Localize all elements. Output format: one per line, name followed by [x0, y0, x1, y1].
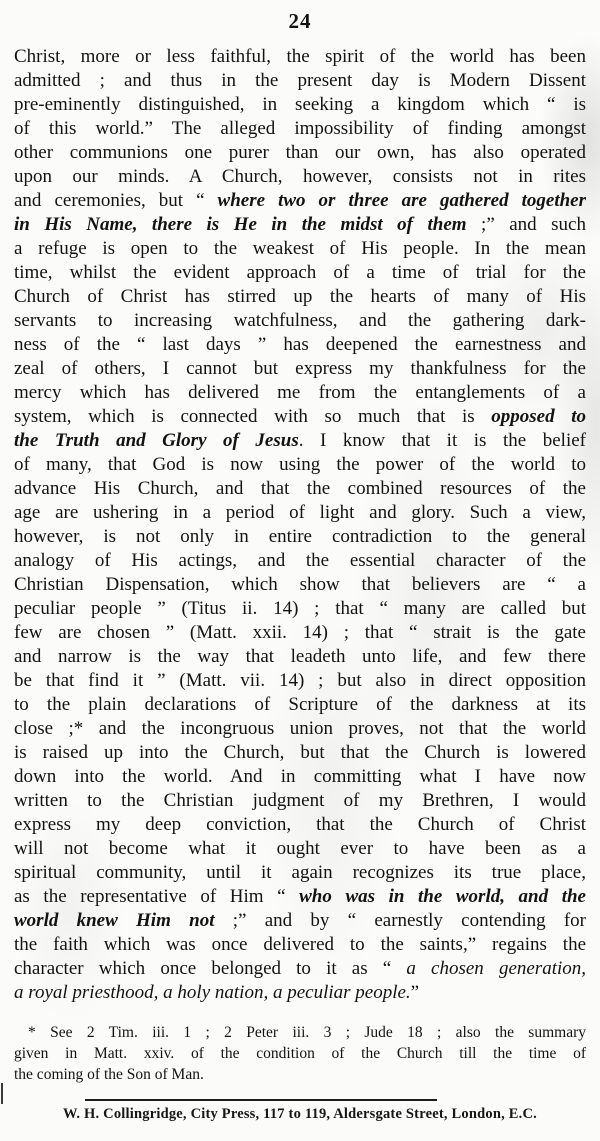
plain-text: servants to increasing watchfulness, and the gathering dark- [14, 310, 586, 331]
body-line [14, 501, 586, 525]
emphasized-text: the Truth and Glory of Jesus [14, 430, 299, 451]
plain-text: Christian Dispensation, which show that believers are “ a [14, 574, 586, 595]
emphasized-text: opposed to [491, 406, 586, 427]
plain-text: pre-eminently distinguished, in seeking a kingdom which “ is [14, 94, 586, 115]
plain-text: as the representative of Him “ [14, 886, 300, 907]
plain-text: to the plain declarations of Scripture of the darkness at its [14, 694, 586, 715]
body-line [14, 885, 586, 909]
body-line [14, 381, 586, 405]
footnote-line [14, 1064, 586, 1085]
plain-text: analogy of His actings, and the essential character of the [14, 550, 586, 571]
plain-text: other communions one purer than our own, has also operated [14, 142, 586, 163]
body-line [14, 141, 586, 165]
plain-text: given in Matt. xxiv. of the condition of the Church till the time of [14, 1045, 586, 1062]
plain-text: advance His Church, and that the combined resources of the [14, 478, 586, 499]
plain-text: express my deep conviction, that the Church of Christ [14, 814, 586, 835]
body-line [14, 45, 586, 69]
body-line [14, 933, 586, 957]
emphasized-text: who was in the world, and the [299, 886, 586, 907]
body-line [14, 357, 586, 381]
body-line [14, 597, 586, 621]
plain-text: ” [410, 982, 420, 1003]
body-line [14, 765, 586, 789]
plain-text: is raised up into the Church, but that the Church is lowered [14, 742, 586, 763]
body-paragraph [14, 45, 586, 1005]
body-line [14, 453, 586, 477]
plain-text: upon our minds. A Church, however, consists not in rites [14, 166, 586, 187]
imprint-divider-rule [85, 1099, 437, 1101]
emphasized-text: in His Name, there is He in the midst of them [14, 214, 467, 235]
plain-text: mercy which has delivered me from the entanglements of a [14, 382, 586, 403]
emphasized-text: world knew Him not [14, 910, 215, 931]
plain-text: will not become what it ought ever to have been as a [14, 838, 586, 859]
plain-text: however, is not only in entire contradiction to the general [14, 526, 586, 547]
body-line [14, 669, 586, 693]
body-line [14, 93, 586, 117]
plain-text: close ;* and the incongruous union proves, not that the world [14, 718, 586, 739]
plain-text: down into the world. And in committing what I have now [14, 766, 586, 787]
plain-text: the faith which was once delivered to the saints,” regains the [14, 934, 586, 955]
page-number: 24 [288, 9, 312, 33]
body-line [14, 525, 586, 549]
plain-text: spiritual community, until it again recognizes its true place, [14, 862, 586, 883]
body-line [14, 237, 586, 261]
body-line [14, 549, 586, 573]
plain-text: of many, that God is now using the power of the world to [14, 454, 586, 475]
plain-text: ness of the “ last days ” has deepened the earnestness and [14, 334, 586, 355]
body-line [14, 693, 586, 717]
scan-artifact-mark [1, 1083, 3, 1104]
emphasized-text: a chosen generation, [406, 958, 586, 979]
plain-text: zeal of others, I cannot but express my thankfulness for the [14, 358, 586, 379]
plain-text: age are ushering in a period of light and glory. Such a view, [14, 502, 586, 523]
body-line [14, 261, 586, 285]
plain-text: character which once belonged to it as “ [14, 958, 407, 979]
emphasized-text: a royal priesthood, a holy nation, a peculiar people. [14, 982, 411, 1003]
plain-text: ;” and such [466, 214, 586, 235]
body-line [14, 909, 586, 933]
emphasized-text: where two or three are gathered together [217, 190, 586, 211]
body-line [14, 861, 586, 885]
body-line [14, 573, 586, 597]
plain-text: Church of Christ has stirred up the hearts of many of His [14, 286, 586, 307]
body-line [14, 285, 586, 309]
body-line [14, 837, 586, 861]
plain-text: system, which is connected with so much that is [14, 406, 492, 427]
body-line [14, 69, 586, 93]
body-line [14, 189, 586, 213]
plain-text: of this world.” The alleged impossibility of finding amongst [14, 118, 586, 139]
body-line [14, 741, 586, 765]
body-line [14, 117, 586, 141]
body-line [14, 477, 586, 501]
body-line [14, 621, 586, 645]
footnote [14, 1022, 586, 1085]
body-line [14, 645, 586, 669]
footnote-line [14, 1022, 586, 1043]
body-line [14, 165, 586, 189]
printer-imprint: W. H. Collingridge, City Press, 117 to 119, Aldersgate Street, London, E.C. [63, 1106, 537, 1122]
body-line [14, 429, 586, 453]
body-line [14, 717, 586, 741]
plain-text: . I know that it is the belief [298, 430, 586, 451]
body-line [14, 333, 586, 357]
plain-text: * See 2 Tim. iii. 1 ; 2 Peter iii. 3 ; Jude 18 ; also the summary [28, 1024, 586, 1041]
plain-text: be that find it ” (Matt. vii. 14) ; but also in direct opposition [14, 670, 586, 691]
plain-text: peculiar people ” (Titus ii. 14) ; that “ many are called but [14, 598, 586, 619]
body-line [14, 957, 586, 981]
body-line [14, 981, 586, 1005]
body-line [14, 405, 586, 429]
plain-text: time, whilst the evident approach of a time of trial for the [14, 262, 586, 283]
plain-text: the coming of the Son of Man. [14, 1066, 204, 1083]
plain-text: and narrow is the way that leadeth unto life, and few there [14, 646, 586, 667]
plain-text: few are chosen ” (Matt. xxii. 14) ; that “ strait is the gate [14, 622, 586, 643]
body-line [14, 813, 586, 837]
body-line [14, 213, 586, 237]
footnote-line [14, 1043, 586, 1064]
plain-text: Christ, more or less faithful, the spirit of the world has been [14, 46, 586, 67]
plain-text: a refuge is open to the weakest of His people. In the mean [14, 238, 586, 259]
body-line [14, 789, 586, 813]
plain-text: written to the Christian judgment of my Brethren, I would [14, 790, 586, 811]
plain-text: admitted ; and thus in the present day is Modern Dissent [14, 70, 586, 91]
plain-text: and ceremonies, but “ [14, 190, 218, 211]
body-line [14, 309, 586, 333]
plain-text: ;” and by “ earnestly contending for [214, 910, 586, 931]
